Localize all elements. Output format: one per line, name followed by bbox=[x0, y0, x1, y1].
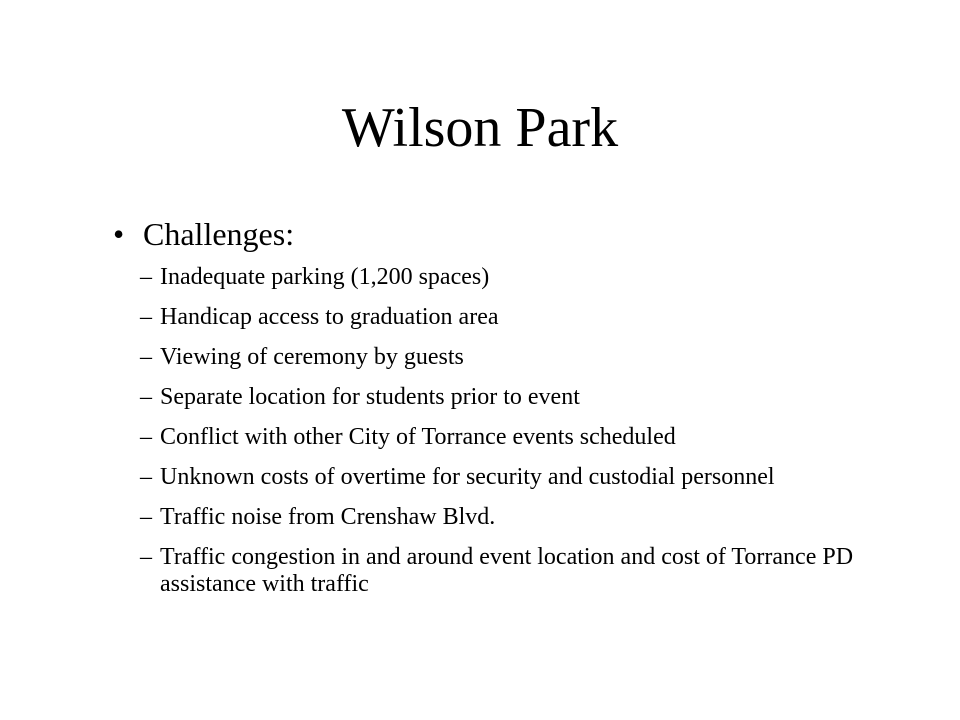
dash-icon: – bbox=[140, 344, 152, 370]
dash-icon: – bbox=[140, 424, 152, 450]
dash-icon: – bbox=[140, 544, 152, 570]
bullet-icon: • bbox=[113, 216, 125, 252]
list-item-text: Inadequate parking (1,200 spaces) bbox=[160, 264, 490, 290]
dash-icon: – bbox=[140, 504, 152, 530]
list-item-text: Separate location for students prior to event bbox=[160, 384, 580, 410]
list-item bbox=[140, 384, 880, 411]
list-item bbox=[140, 544, 880, 598]
list-item bbox=[140, 264, 880, 291]
list-item bbox=[140, 464, 880, 491]
dash-icon: – bbox=[140, 384, 152, 410]
slide-title: Wilson Park bbox=[341, 97, 619, 159]
dash-icon: – bbox=[140, 264, 152, 290]
main-bullet-label: Challenges: bbox=[143, 216, 295, 252]
list-item bbox=[140, 424, 880, 451]
list-item-text: Viewing of ceremony by guests bbox=[160, 344, 464, 370]
challenges-list bbox=[140, 264, 880, 611]
list-item bbox=[140, 344, 880, 371]
list-item-text: Traffic noise from Crenshaw Blvd. bbox=[160, 504, 496, 530]
list-item-text: Unknown costs of overtime for security and custodial personnel bbox=[160, 464, 775, 490]
list-item-text: Conflict with other City of Torrance events scheduled bbox=[160, 424, 676, 450]
list-item bbox=[140, 504, 880, 531]
list-item bbox=[140, 304, 880, 331]
list-item-text: Handicap access to graduation area bbox=[160, 304, 499, 330]
dash-icon: – bbox=[140, 464, 152, 490]
dash-icon: – bbox=[140, 304, 152, 330]
main-bullet bbox=[113, 212, 294, 256]
list-item-text: Traffic congestion in and around event location and cost of Torrance PD assistance with traffic bbox=[160, 544, 854, 597]
